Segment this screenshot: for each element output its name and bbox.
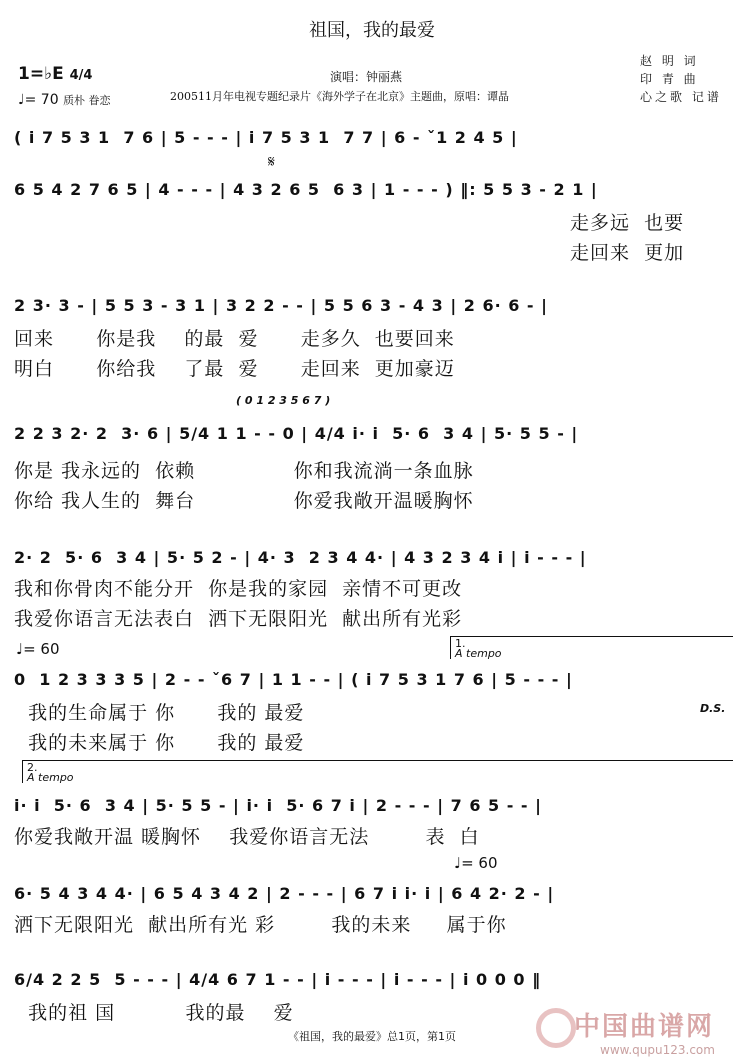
notation-line: 6/4 2 2 5 5 - - - | 4/4 6 7 1 - - | i - - - | i - - - | i 0 0 0 ‖ [14, 970, 542, 989]
lyric-verse-1: 我的祖 国 我的最 爱 [14, 1002, 294, 1024]
composer: 印 青 曲 [640, 72, 699, 86]
lyric-verse-2: 明白 你给我 了最 爱 走回来 更加豪迈 [14, 358, 455, 380]
lyric-verse-1: 你是 我永远的 依赖 你和我流淌一条血脉 [14, 460, 474, 482]
lyric-verse-2: 我爱你语言无法表白 洒下无限阳光 献出所有光彩 [14, 608, 463, 630]
score-system-8 [14, 854, 732, 940]
lyric-verse-2: 走回来 更加 [570, 242, 685, 264]
lyric-verse-1: 我和你骨肉不能分开 你是我的家园 亲情不可更改 [14, 578, 463, 600]
lyric-verse-1: 回来 你是我 的最 爱 走多久 也要回来 [14, 328, 455, 350]
dal-segno: D.S. [700, 702, 726, 715]
notation-line: 6· 5 4 3 4 4· | 6 5 4 3 4 2 | 2 - - - | 6 7 i i· i | 6 4 2· 2 - | [14, 884, 555, 903]
tempo-marking: ♩= 70 质朴 眷恋 [18, 92, 111, 108]
lyricist: 赵 明 词 [640, 54, 699, 68]
lyric-verse-2: 我的未来属于 你 我的 最爱 [14, 732, 305, 754]
score-system-6 [14, 637, 732, 756]
notation-line: 2· 2 5· 6 3 4 | 5· 5 2 - | 4· 3 2 3 4 4· | 4 3 2 3 4 i | i - - - | [14, 548, 587, 567]
score-system-4 [14, 394, 732, 512]
page-footer: 《祖国，我的最爱》总1页，第1页 [288, 1030, 456, 1043]
score-system-2 [14, 152, 732, 266]
lyric-verse-1: 走多远 也要 [570, 212, 685, 234]
lyric-verse-1: 我的生命属于 你 我的 最爱 [14, 702, 305, 724]
lyric-verse-2: 你给 我人生的 舞台 你爱我敞开温暖胸怀 [14, 490, 474, 512]
notation-line: 2 3· 3 - | 5 5 3 - 3 1 | 3 2 2 - - | 5 5 6 3 - 4 3 | 2 6· 6 - | [14, 296, 548, 315]
notation-line: i· i 5· 6 3 4 | 5· 5 5 - | i· i 5· 6 7 i | 2 - - - | 7 6 5 - - | [14, 796, 542, 815]
score-system-7 [14, 761, 732, 852]
lyric-verse-1: 你爱我敞开温 暖胸怀 我爱你语言无法 表 白 [14, 826, 480, 848]
score-system-1 [14, 124, 732, 164]
notation-line: ( i 7 5 3 1 7 6 | 5 - - - | i 7 5 3 1 7 7 | 6 - ˇ1 2 4 5 | [14, 128, 518, 147]
notation-line: 0 1 2 3 3 3 5 | 2 - - ˇ6 7 | 1 1 - - | ( i 7 5 3 1 7 6 | 5 - - - | [14, 670, 573, 689]
segno-mark: 𝄋 [268, 152, 275, 171]
singer: 演唱：钟丽燕 [330, 70, 403, 84]
watermark: 中国曲谱网 www.qupu123.com [574, 1012, 715, 1057]
notation-line: 6 5 4 2 7 6 5 | 4 - - - | 4 3 2 6 5 6 3 | 1 - - - ) ‖: 5 5 3 - 2 1 | [14, 180, 598, 199]
page-title: 祖国，我的最爱 [309, 20, 435, 41]
score-system-3 [14, 292, 732, 382]
transcriber: 心之歌 记谱 [640, 90, 722, 104]
fill-notes: ( 0 1 2 3 5 6 7 ) [236, 394, 331, 407]
volta-bracket-1: 1. A tempo [450, 636, 733, 659]
notation-line: 2 2 3 2· 2 3· 6 | 5/4 1 1 - - 0 | 4/4 i· i 5· 6 3 4 | 5· 5 5 - | [14, 424, 579, 443]
volta-bracket-2: 2. A tempo [22, 760, 733, 783]
tempo-change: ♩= 60 [454, 854, 498, 872]
lyric-verse-1: 洒下无限阳光 献出所有光 彩 我的未来 属于你 [14, 914, 507, 936]
tempo-change: ♩= 60 [16, 640, 60, 658]
origin-note: 200511月年电视专题纪录片《海外学子在北京》主题曲，原唱：谭晶 [170, 90, 509, 103]
key-signature: 1=♭E 4/4 [18, 64, 93, 84]
score-system-5 [14, 544, 732, 634]
